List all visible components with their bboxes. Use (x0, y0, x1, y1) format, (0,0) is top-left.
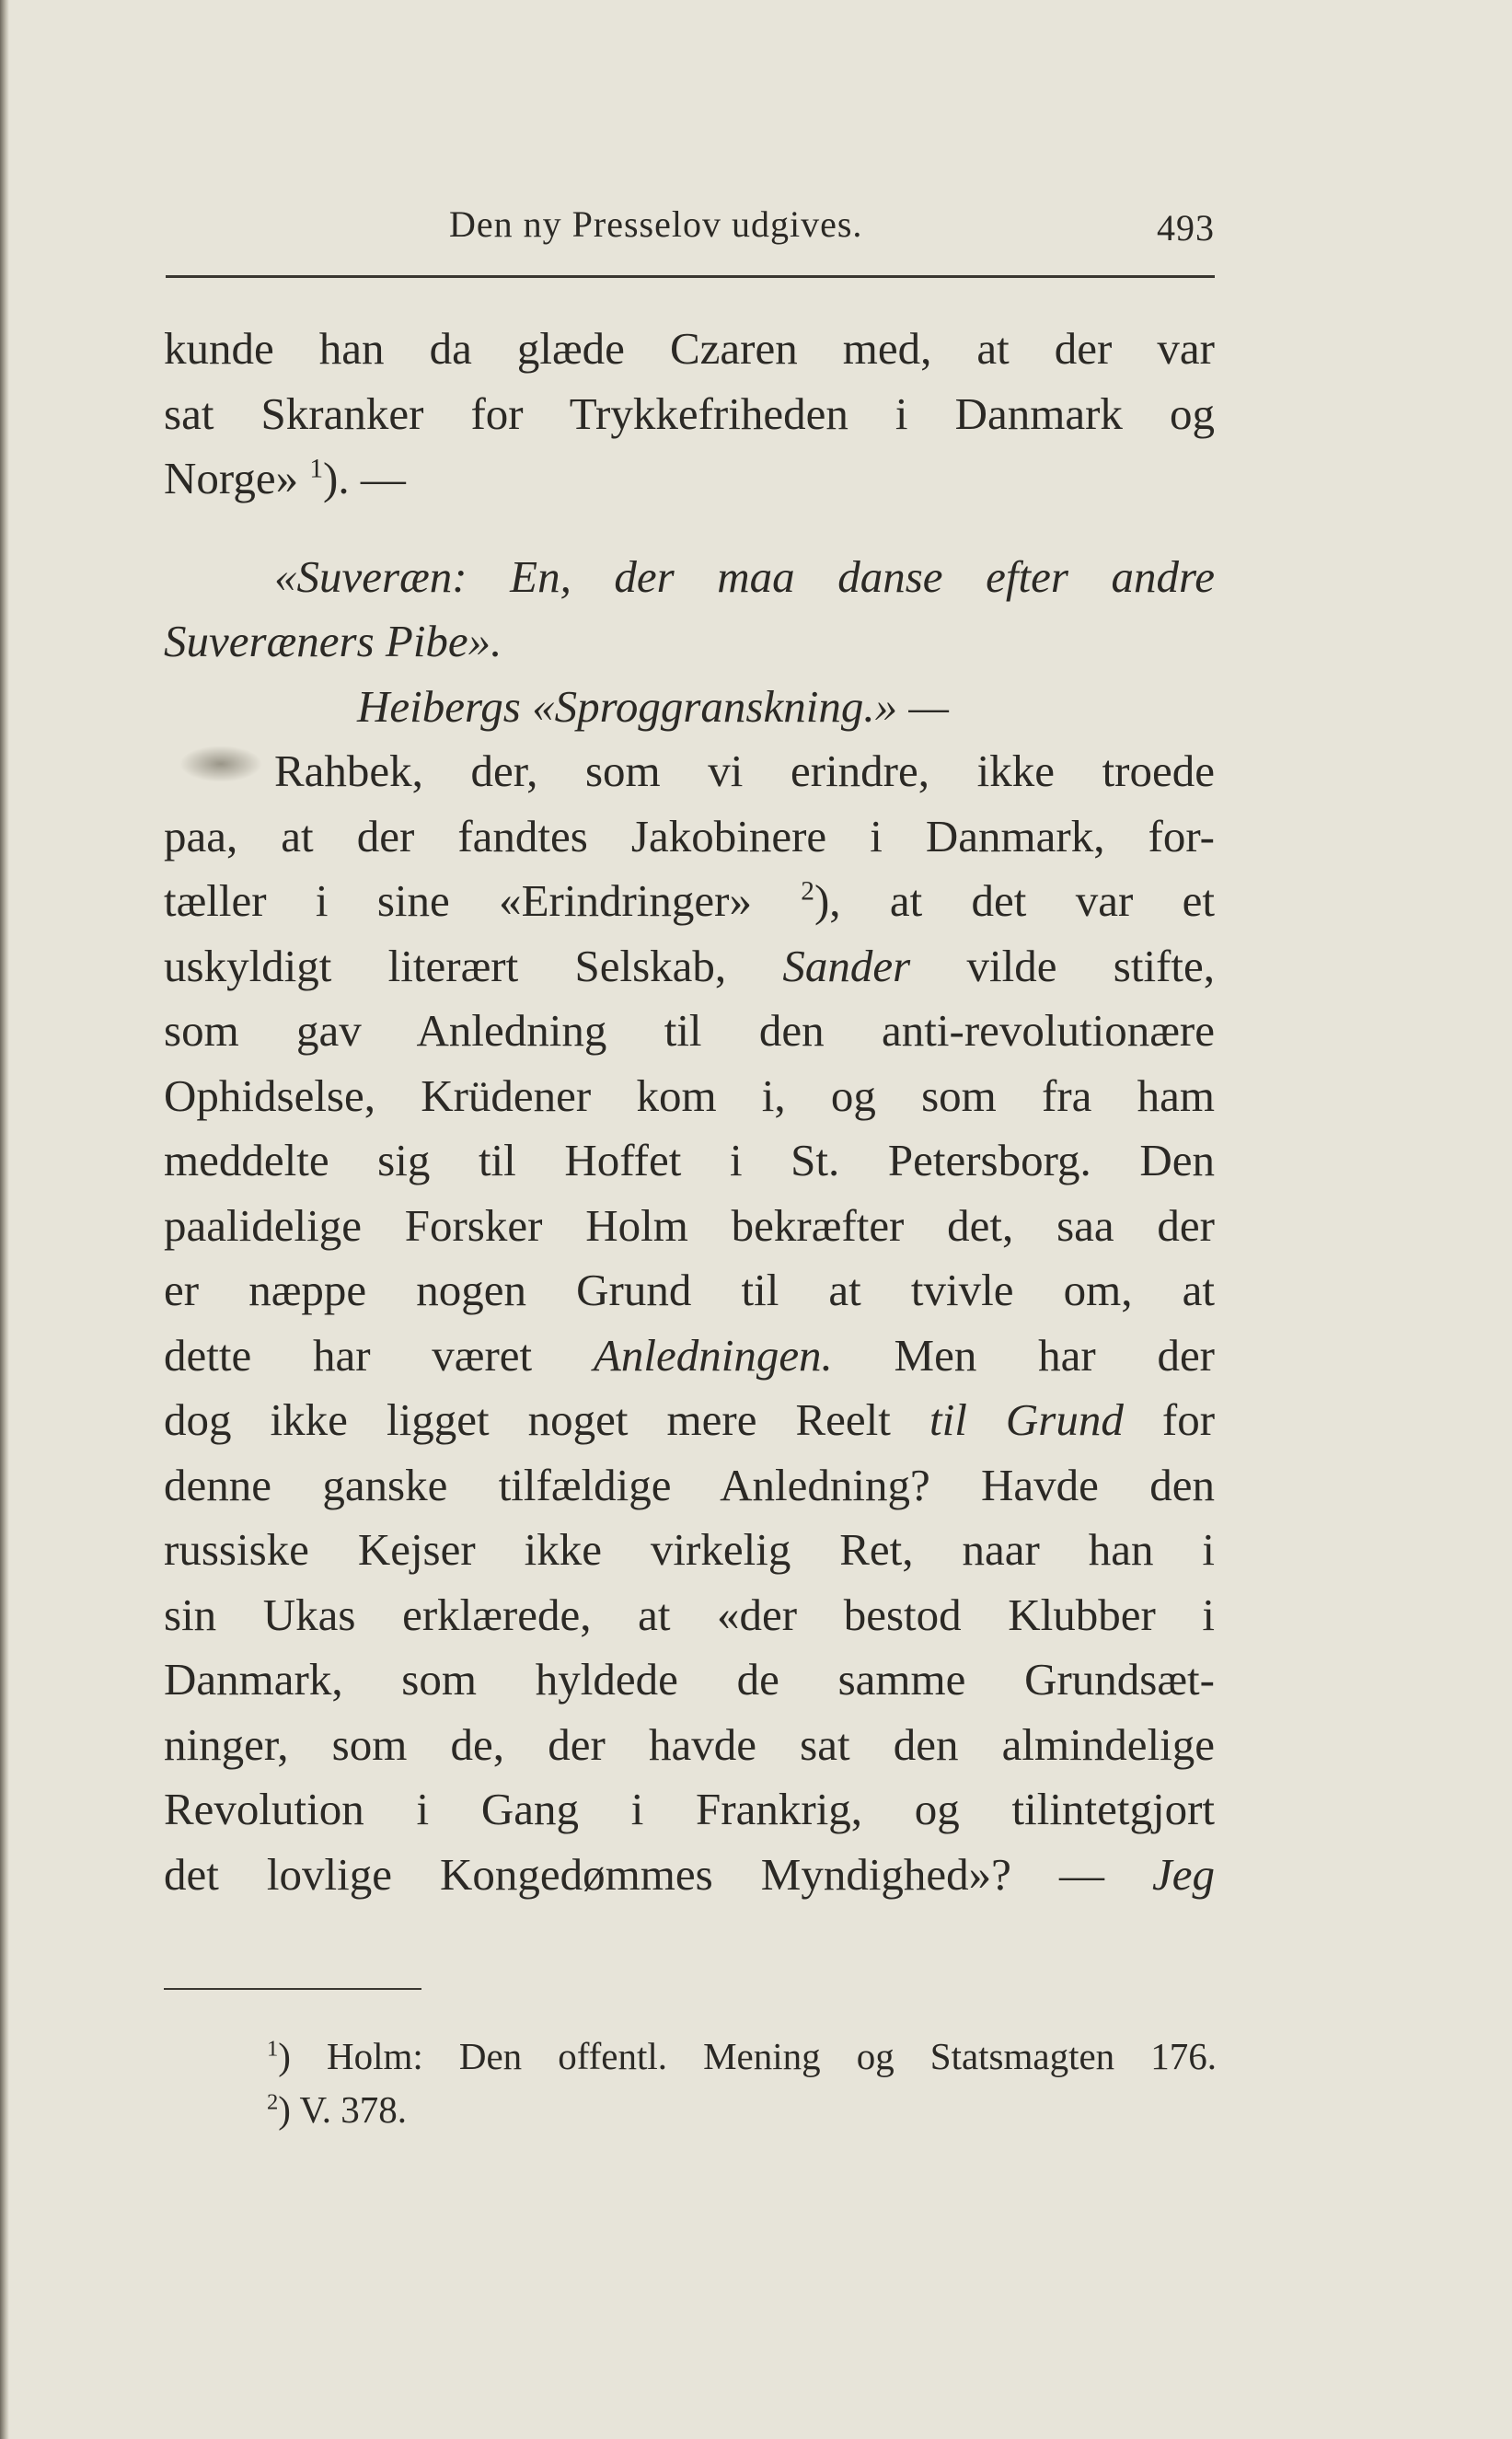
text-segment: vilde stifte, (910, 940, 1215, 991)
italic-name: Sander (782, 940, 911, 991)
text-line (164, 1388, 1215, 1453)
text-segment: Norge» (164, 453, 310, 503)
motto-line: «Suveræn: En, der maa danse efter andre (274, 550, 1215, 602)
text-line (164, 446, 1215, 512)
text-line: paa, at der fandtes Jakobinere i Danmark, for- (164, 810, 1215, 861)
text-line: Danmark, som hyldede de samme Grundsæt- (164, 1654, 1215, 1705)
text-line: russiske Kejser ikke virkelig Ret, naar han i (164, 1524, 1215, 1575)
footnote-text: ) Holm: Den offentl. Mening og Statsmagten 176. (278, 2035, 1217, 2077)
italic-emphasis: til Grund (929, 1394, 1124, 1445)
text-line (164, 1843, 1215, 1908)
paragraph-gap (164, 512, 1215, 545)
running-head (166, 197, 1215, 261)
motto-line: Suveræners Pibe». (164, 616, 502, 666)
text-line (164, 934, 1215, 1000)
text-line: meddelte sig til Hoffet i St. Petersborg. Den (164, 1135, 1215, 1185)
footnote-mark: 1 (267, 2036, 279, 2062)
text-line (164, 1324, 1215, 1389)
text-line: kunde han da glæde Czaren med, at der var (164, 323, 1215, 374)
italic-emphasis: Anledningen. (593, 1329, 833, 1381)
text-line: paalidelige Forsker Holm bekræfter det, saa der (164, 1199, 1215, 1251)
text-line: ninger, som de, der havde sat den almindelige (164, 1718, 1215, 1770)
text-segment: Men har der (832, 1329, 1216, 1381)
text-segment: for (1123, 1394, 1216, 1445)
text-line (164, 869, 1215, 934)
text-segment: tæller i sine «Erindringer» (164, 875, 802, 926)
page-number: 493 (1157, 207, 1215, 249)
body-text (164, 317, 1215, 1907)
text-line: er næppe nogen Grund til at tvivle om, at (164, 1265, 1215, 1315)
footnote-text: ) V. 378. (278, 2088, 408, 2131)
italic-emphasis: Jeg (1152, 1848, 1215, 1900)
text-segment: dog ikke ligget noget mere Reelt (164, 1394, 929, 1445)
text-line: Revolution i Gang i Frankrig, og tilintetgjort (164, 1784, 1215, 1834)
footnotes (267, 2029, 1217, 2136)
paragraph-first-line: Rahbek, der, som vi erindre, ikke troede (274, 746, 1215, 796)
text-segment: ). — (323, 453, 406, 503)
text-line: Ophidselse, Krüdener kom i, og som fra ham (164, 1069, 1215, 1121)
footnote-rule (164, 1988, 421, 1990)
text-segment: ), at det var et (814, 875, 1215, 926)
text-segment: det lovlige Kongedømmes Myndighed»? — (164, 1848, 1152, 1900)
footnote-2 (267, 2083, 1217, 2136)
text-segment: dette har været (164, 1329, 594, 1381)
text-segment: uskyldigt literært Selskab, (164, 940, 783, 991)
motto-attribution: Heibergs «Sproggranskning.» — (357, 680, 949, 732)
running-title: Den ny Presselov udgives. (449, 203, 863, 245)
page-edge (0, 0, 9, 2439)
footnote-ref: 2 (801, 876, 814, 907)
text-line: denne ganske tilfældige Anledning? Havde den (164, 1459, 1215, 1510)
footnote-1 (267, 2029, 1217, 2083)
text-line: sat Skranker for Trykkefriheden i Danmark og (164, 387, 1215, 439)
footnote-mark: 2 (267, 2089, 279, 2115)
header-rule (166, 275, 1215, 278)
text-line: som gav Anledning til den anti-revolutionære (164, 1005, 1215, 1056)
text-line: sin Ukas erklærede, at «der bestod Klubber i (164, 1589, 1215, 1640)
footnote-ref: 1 (309, 454, 324, 484)
